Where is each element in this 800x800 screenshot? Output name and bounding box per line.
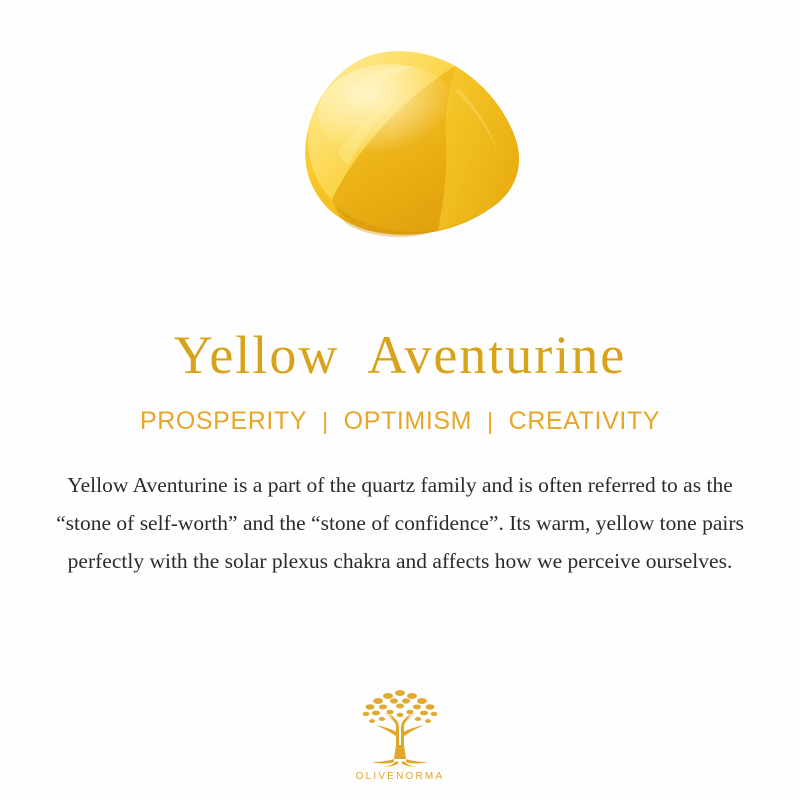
stone-image (280, 48, 530, 263)
keyword-optimism: OPTIMISM (343, 407, 473, 436)
keyword-creativity: CREATIVITY (508, 407, 661, 436)
yellow-aventurine-stone-icon (280, 48, 530, 263)
keyword-list (139, 407, 661, 436)
stone-image-area (0, 0, 800, 300)
brand-logo (0, 683, 800, 782)
keyword-separator-1: | (322, 408, 329, 435)
brand-name: OLIVENORMA (355, 771, 445, 782)
tree-of-life-icon (350, 683, 450, 769)
page-title: Yellow Aventurine (173, 325, 627, 385)
keyword-prosperity: PROSPERITY (139, 407, 308, 436)
description-text: Yellow Aventurine is a part of the quartz family and is often referred to as the “stone of self-worth” and the “stone of confidence”. Its warm, yellow tone pairs perfectly with the solar plexus chakra and affects how we perceive ourselves. (56, 473, 744, 574)
keyword-separator-2: | (487, 408, 494, 435)
